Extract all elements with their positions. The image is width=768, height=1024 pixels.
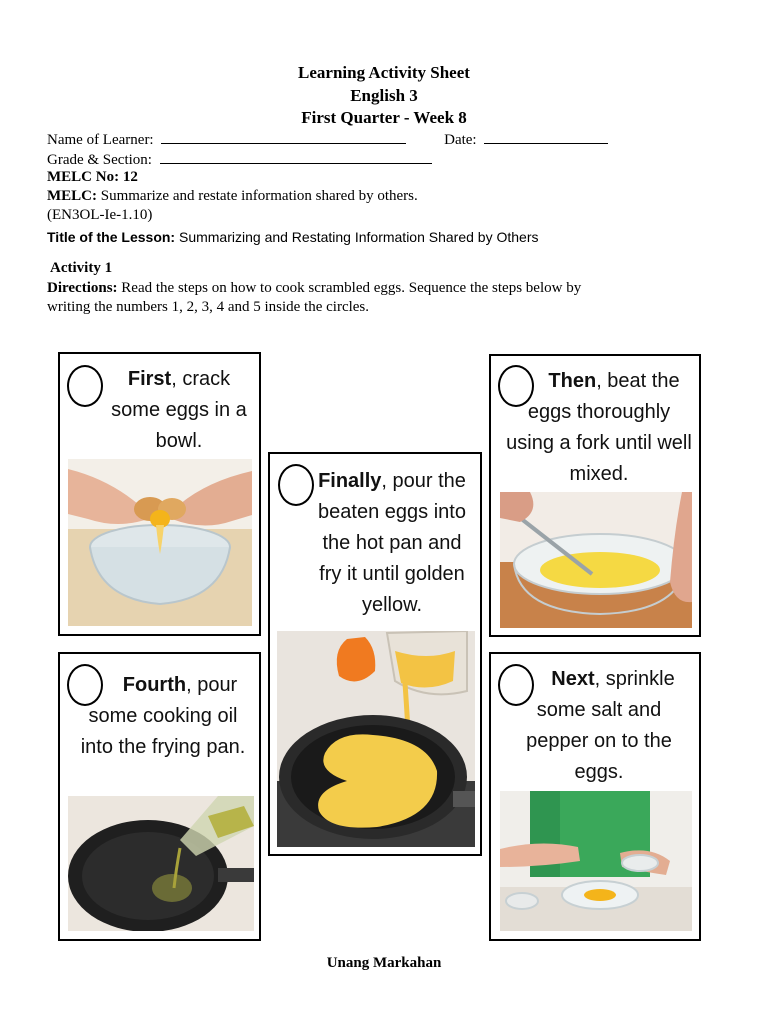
- card-first-line1: , crack: [171, 368, 231, 390]
- grade-label: Grade & Section:: [47, 152, 152, 168]
- card-finally-keyword: Finally: [318, 470, 382, 492]
- card-next-line4: eggs.: [574, 761, 624, 783]
- card-finally-line3: the hot pan and: [322, 532, 462, 554]
- crack-eggs-photo: [68, 459, 252, 626]
- lesson-title-label: Title of the Lesson:: [47, 229, 176, 245]
- subject-title: English 3: [350, 86, 418, 105]
- answer-circle-first[interactable]: [67, 365, 103, 407]
- date-field[interactable]: [484, 129, 608, 144]
- card-fourth-keyword: Fourth: [122, 674, 187, 696]
- card-then-line1: , beat the: [596, 370, 680, 392]
- melc-text: Summarize and restate information shared by others.: [100, 188, 418, 204]
- card-first-keyword: First: [127, 368, 172, 390]
- card-finally-line5: yellow.: [361, 594, 423, 616]
- card-finally-line4: fry it until golden: [319, 563, 465, 585]
- card-then-line3: using a fork until well: [506, 432, 692, 454]
- card-then-line4: mixed.: [569, 463, 629, 485]
- name-row: [47, 129, 608, 150]
- card-first-text: [104, 364, 254, 457]
- card-next-line2: some salt and: [536, 699, 662, 721]
- grade-row: [47, 149, 432, 170]
- directions-line1: [47, 279, 581, 298]
- card-finally: [268, 452, 482, 856]
- fry-eggs-photo: [277, 631, 475, 847]
- directions-line2: writing the numbers 1, 2, 3, 4 and 5 inside the circles.: [47, 299, 370, 315]
- card-first-line2: some eggs in a: [111, 399, 247, 421]
- card-next-line1: , sprinkle: [594, 668, 675, 690]
- card-next-keyword: Next: [551, 668, 595, 690]
- name-label: Name of Learner:: [47, 132, 154, 148]
- card-fourth-text: [70, 670, 256, 763]
- card-fourth-line3: into the frying pan.: [80, 736, 246, 758]
- beat-eggs-photo: [500, 492, 692, 628]
- lesson-title-row: [47, 228, 539, 247]
- melc-row: [47, 187, 418, 206]
- card-fourth-line2: some cooking oil: [88, 705, 238, 727]
- directions-text: Read the steps on how to cook scrambled eggs. Sequence the steps below by: [121, 280, 582, 296]
- grade-field[interactable]: [160, 149, 432, 164]
- card-finally-line2: beaten eggs into: [318, 501, 466, 523]
- card-next-line3: pepper on to the: [526, 730, 672, 752]
- card-then: [489, 354, 701, 637]
- card-fourth: [58, 652, 261, 941]
- card-then-line2: eggs thoroughly: [527, 401, 671, 423]
- melc-number: MELC No: 12: [47, 169, 138, 185]
- card-first: [58, 352, 261, 636]
- card-next-text: [501, 664, 697, 788]
- sheet-title: Learning Activity Sheet: [298, 63, 470, 82]
- card-finally-text: [306, 466, 478, 621]
- lesson-title-text: Summarizing and Restating Information Shared by Others: [178, 229, 539, 245]
- card-fourth-line1: , pour: [186, 674, 238, 696]
- card-then-keyword: Then: [548, 370, 597, 392]
- oil-pan-photo: [68, 796, 254, 931]
- date-label: Date:: [444, 132, 477, 148]
- directions-label: Directions:: [47, 280, 118, 296]
- card-first-line3: bowl.: [155, 430, 203, 452]
- quarter-title: First Quarter - Week 8: [301, 108, 467, 127]
- activity-heading: Activity 1: [50, 260, 113, 276]
- melc-label: MELC:: [47, 188, 97, 204]
- card-next: [489, 652, 701, 941]
- card-finally-line1: , pour the: [381, 470, 466, 492]
- salt-pepper-photo: [500, 791, 692, 931]
- footer-text: Unang Markahan: [326, 955, 442, 971]
- melc-code: (EN3OL-Ie-1.10): [47, 207, 153, 223]
- name-field[interactable]: [161, 129, 406, 144]
- card-then-text: [499, 366, 699, 490]
